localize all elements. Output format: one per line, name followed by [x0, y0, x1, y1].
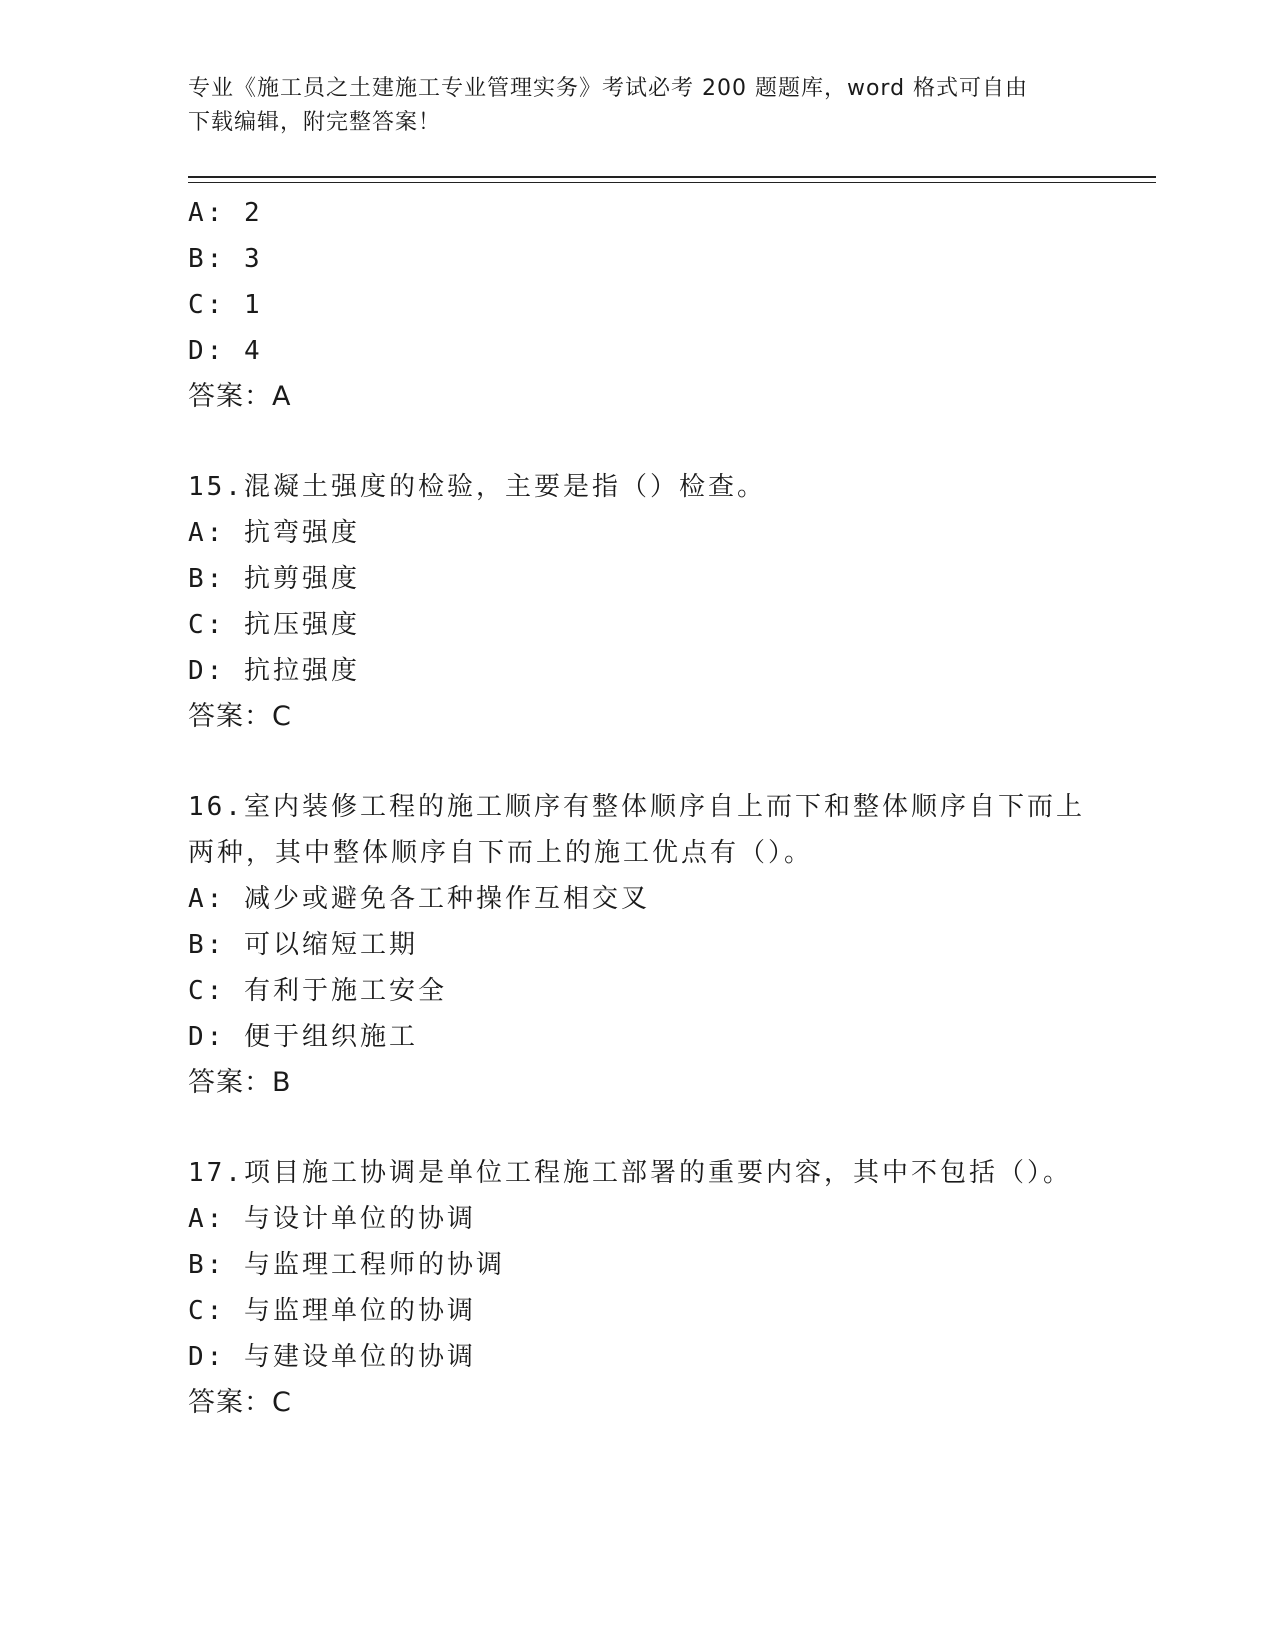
question-list — [188, 190, 1148, 1426]
option-a: A: 与设计单位的协调 — [188, 1204, 476, 1234]
answer: 答案：A — [188, 381, 292, 412]
option-a: A: 2 — [188, 198, 263, 228]
question-14 — [188, 190, 1148, 420]
option-d: D: 4 — [188, 336, 263, 366]
option-d: D: 便于组织施工 — [188, 1022, 418, 1052]
option-c: C: 抗压强度 — [188, 610, 360, 640]
question-stem: 17.项目施工协调是单位工程施工部署的重要内容，其中不包括（）。 — [188, 1158, 1072, 1188]
option-b: B: 与监理工程师的协调 — [188, 1250, 505, 1280]
question-stem-line-2: 两种，其中整体顺序自下而上的施工优点有（）。 — [188, 838, 814, 868]
header-divider-thick — [188, 176, 1156, 178]
question-stem-line-1: 16.室内装修工程的施工顺序有整体顺序自上而下和整体顺序自下而上 — [188, 792, 1085, 822]
answer: 答案：B — [188, 1067, 292, 1098]
option-c: C: 1 — [188, 290, 263, 320]
document-header — [188, 72, 1088, 140]
option-a: A: 抗弯强度 — [188, 518, 360, 548]
option-c: C: 与监理单位的协调 — [188, 1296, 476, 1326]
spacer — [188, 420, 1148, 464]
option-c: C: 有利于施工安全 — [188, 976, 447, 1006]
option-d: D: 抗拉强度 — [188, 656, 360, 686]
question-16 — [188, 784, 1148, 1106]
spacer — [188, 1106, 1148, 1150]
question-stem: 15.混凝土强度的检验，主要是指（）检查。 — [188, 472, 766, 502]
header-title-line-2: 下载编辑，附完整答案！ — [188, 110, 442, 135]
question-15 — [188, 464, 1148, 740]
header-title-line-1: 专业《施工员之土建施工专业管理实务》考试必考 200 题题库，word 格式可自由 — [188, 76, 1029, 101]
header-divider-thin — [188, 182, 1156, 183]
option-b: B: 抗剪强度 — [188, 564, 360, 594]
answer: 答案：C — [188, 1387, 292, 1418]
answer: 答案：C — [188, 701, 292, 732]
option-b: B: 3 — [188, 244, 263, 274]
option-b: B: 可以缩短工期 — [188, 930, 418, 960]
option-a: A: 减少或避免各工种操作互相交叉 — [188, 884, 650, 914]
option-d: D: 与建设单位的协调 — [188, 1342, 476, 1372]
spacer — [188, 740, 1148, 784]
question-17 — [188, 1150, 1148, 1426]
